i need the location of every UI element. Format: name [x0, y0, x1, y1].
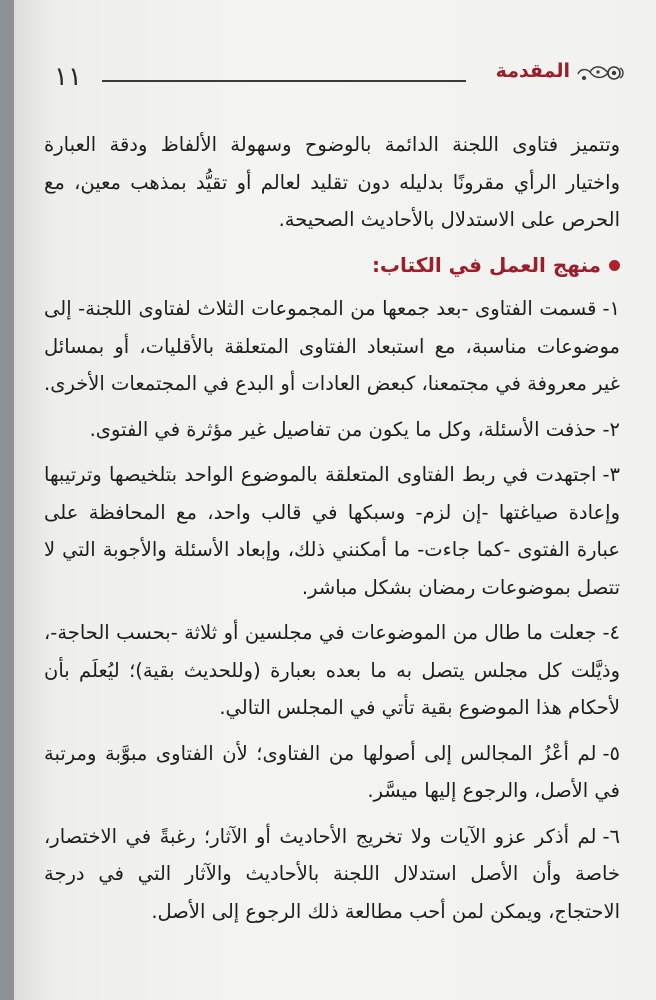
item-number: ١-	[602, 297, 620, 320]
list-item	[44, 735, 620, 810]
item-number: ٣-	[602, 463, 620, 486]
item-number: ٤-	[602, 621, 620, 644]
item-text: قسمت الفتاوى -بعد جمعها من المجموعات الثلاث لفتاوى اللجنة- إلى موضوعات مناسبة، مع استبعاد الفتاوى المتعلقة بالأقليات، أو بمسائل غير معروفة في مجتمعنا، كبعض العادات أو البدع في المجتمعات الأخرى.	[44, 297, 620, 395]
item-text: لم أذكر عزو الآيات ولا تخريج الأحاديث أو الآثار؛ رغبةً في الاختصار، خاصة وأن الأصل استدلال اللجنة بالأحاديث والآثار التي في درجة الاحتجاج، ويمكن لمن أحب مطالعة ذلك الرجوع إلى الأصل.	[44, 824, 620, 923]
bullet-icon	[609, 260, 620, 271]
item-number: ٢-	[602, 417, 620, 441]
item-text: لم أعْزُ المجالس إلى أصولها من الفتاوى؛ لأن الفتاوى مبوَّبة ومرتبة في الأصل، والرجوع إليها ميسَّر.	[44, 741, 620, 802]
list-item	[44, 614, 620, 727]
section-heading-text: منهج العمل في الكتاب:	[371, 252, 601, 277]
item-number: ٦-	[602, 824, 620, 848]
page-header	[54, 56, 626, 96]
item-number: ٥-	[602, 741, 620, 765]
intro-paragraph: وتتميز فتاوى اللجنة الدائمة بالوضوح وسهولة الألفاظ ودقة العبارة واختيار الرأي مقرونًا بدليله دون تقليد لعالم أو تقيُّد بمذهب معين، مع الحرص على الاستدلال بالأحاديث الصحيحة.	[44, 133, 620, 231]
item-text: حذفت الأسئلة، وكل ما يكون من تفاصيل غير مؤثرة في الفتوى.	[89, 417, 597, 441]
header-title: المقدمة	[495, 60, 570, 82]
page-number: ١١	[54, 62, 82, 92]
list-item	[44, 411, 620, 449]
item-text: اجتهدت في ربط الفتاوى المتعلقة بالموضوع الواحد بتلخيصها وترتيبها وإعادة صياغتها -إن لزم- وسبكها في قالب واحد، مع المحافظة على عبارة الفتوى -كما جاءت- ما أمكنني ذلك، وإبعاد الأسئلة والأجوبة التي لا تتصل بموضوعات رمضان بشكل مباشر.	[44, 463, 620, 599]
list-item	[44, 456, 620, 606]
header-rule	[102, 80, 466, 82]
page-body	[44, 126, 620, 938]
section-heading	[44, 247, 620, 285]
book-page	[14, 0, 656, 1000]
floral-ornament-icon	[574, 60, 626, 86]
list-item	[44, 290, 620, 403]
item-text: جعلت ما طال من الموضوعات في مجلسين أو ثلاثة -بحسب الحاجة-، وذيَّلت كل مجلس يتصل به ما بعده بعبارة (وللحديث بقية)؛ ليُعلَم بأن لأحكام هذا الموضوع بقية تأتي في المجلس التالي.	[44, 621, 620, 719]
list-item	[44, 818, 620, 931]
